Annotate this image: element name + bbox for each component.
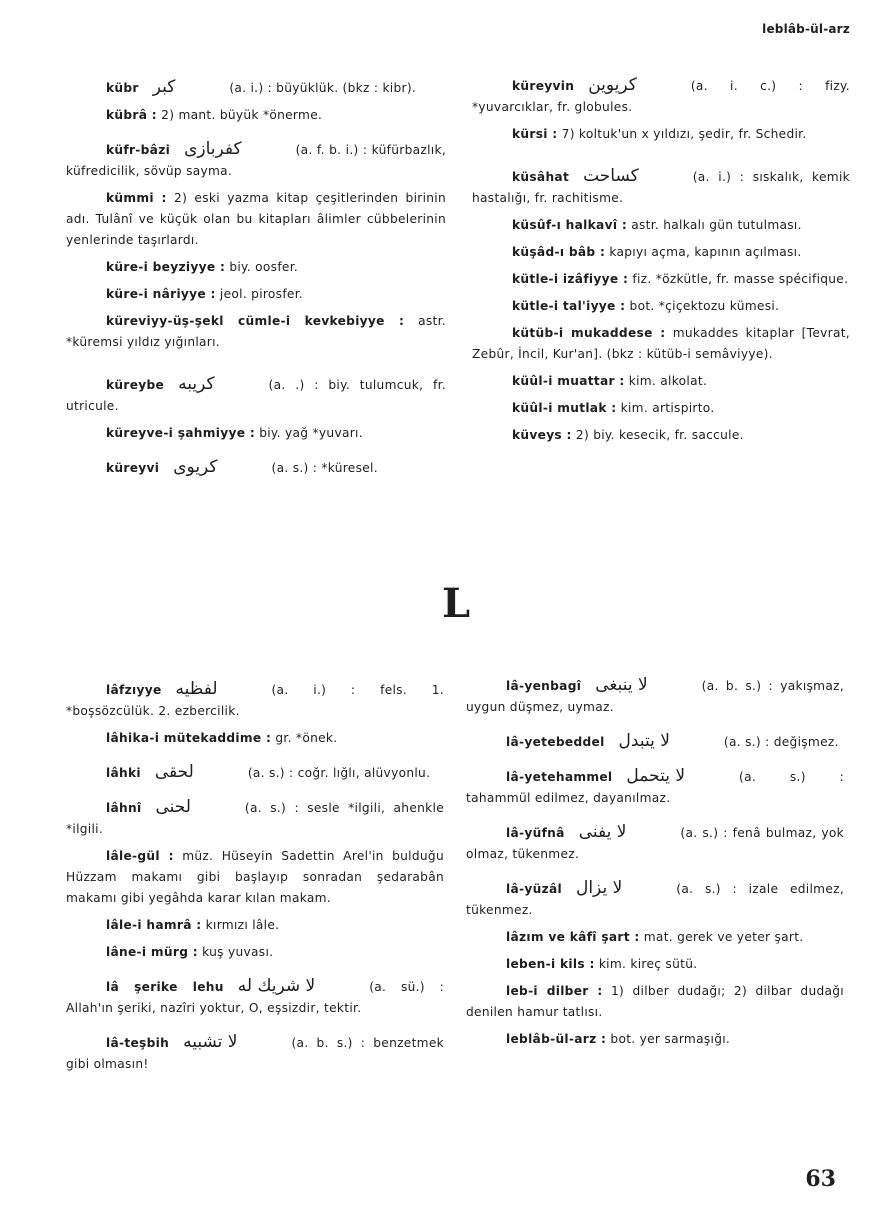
dictionary-entry xyxy=(472,323,850,365)
headword: küveys : xyxy=(512,428,572,442)
definition: mukaddes kitaplar [Tevrat, Zebûr, İncil, Kur'an]. (bkz : kütüb-i semâviyye). xyxy=(472,326,850,361)
arabic-script: كساحت xyxy=(583,166,639,186)
arabic-script: لحنى xyxy=(155,797,191,817)
dictionary-entry xyxy=(472,398,850,419)
headword: lâle-gül : xyxy=(106,849,174,863)
headword: küûl-i mutlak : xyxy=(512,401,617,415)
definition: fiz. *özkütle, fr. masse spécifique. xyxy=(632,272,849,286)
headword: lâ-yetehammel xyxy=(506,770,613,784)
headword: lâhnî xyxy=(106,801,142,815)
headword: küre-i beyziyye : xyxy=(106,260,226,274)
definition: kim. artispirto. xyxy=(620,401,715,415)
dictionary-entry xyxy=(66,977,444,1019)
arabic-script: لا تشبيه xyxy=(183,1032,238,1052)
dictionary-entry xyxy=(66,458,446,479)
arabic-script: لا ينبغى xyxy=(595,675,648,695)
headword: kütle-i izâfiyye : xyxy=(512,272,629,286)
definition: biy. oosfer. xyxy=(229,260,299,274)
arabic-script: لا يزال xyxy=(575,878,623,898)
headword: küreybe xyxy=(106,378,165,392)
dictionary-entry xyxy=(66,423,446,444)
dictionary-entry xyxy=(66,105,446,126)
definition: 2) biy. kesecik, fr. saccule. xyxy=(575,428,744,442)
definition: bot. yer sarmaşığı. xyxy=(610,1032,731,1046)
definition: (a. i. c.) : fizy. *yuvarcıklar, fr. globules. xyxy=(472,79,850,114)
headword: küreyvi xyxy=(106,461,160,475)
definition: jeol. pirosfer. xyxy=(219,287,304,301)
arabic-script: كريبه xyxy=(178,374,215,394)
definition: müz. Hüseyin Sadettin Arel'in bulduğu Hüzzam makamı gibi başlayıp sonradan şedarabân makamı gibi yegâhda karar kılan makam. xyxy=(66,849,444,905)
arabic-script: كبر xyxy=(152,77,176,97)
dictionary-entry xyxy=(66,311,446,353)
dictionary-entry xyxy=(472,242,850,263)
dictionary-entry xyxy=(66,1033,444,1075)
definition: (a. s.) : coğr. lığlı, alüvyonlu. xyxy=(247,766,431,780)
page-number: 63 xyxy=(805,1166,836,1192)
headword: lâ-yetebeddel xyxy=(506,735,605,749)
definition: (a. s.) : değişmez. xyxy=(723,735,839,749)
definition: mat. gerek ve yeter şart. xyxy=(643,930,804,944)
definition: 2) mant. büyük *önerme. xyxy=(161,108,323,122)
definition: kırmızı lâle. xyxy=(205,918,280,932)
definition: (a. s.) : *küresel. xyxy=(271,461,378,475)
headword: küsûf-ı halkavî : xyxy=(512,218,628,232)
definition: astr. halkalı gün tutulması. xyxy=(631,218,802,232)
headword: kümmi : xyxy=(106,191,167,205)
dictionary-entry xyxy=(66,846,444,909)
column-bottom-right xyxy=(466,676,844,1050)
definition: kim. alkolat. xyxy=(628,374,708,388)
dictionary-entry xyxy=(66,728,444,749)
headword: lâhki xyxy=(106,766,141,780)
dictionary-entry xyxy=(66,915,444,936)
arabic-script: لا يتبدل xyxy=(618,731,670,751)
dictionary-entry xyxy=(466,879,844,921)
headword: lâhika-i mütekaddime : xyxy=(106,731,272,745)
dictionary-entry xyxy=(466,1029,844,1050)
definition: astr. *küremsi yıldız yığınları. xyxy=(66,314,446,349)
headword: küre-i nâriyye : xyxy=(106,287,216,301)
arabic-script: كريوى xyxy=(173,457,218,477)
dictionary-entry xyxy=(66,798,444,840)
definition: (a. s.) : fenâ bulmaz, yok olmaz, tükenmez. xyxy=(466,826,844,861)
definition: (a. i.) : fels. 1. *boşsözcülük. 2. ezbercilik. xyxy=(66,683,444,718)
dictionary-entry xyxy=(472,269,850,290)
headword: lâzım ve kâfî şart : xyxy=(506,930,640,944)
dictionary-entry xyxy=(472,215,850,236)
dictionary-entry xyxy=(466,767,844,809)
dictionary-entry xyxy=(66,257,446,278)
dictionary-entry xyxy=(466,823,844,865)
headword: kübr xyxy=(106,81,139,95)
headword: küreviyy-üş-şekl cümle-i kevkebiyye : xyxy=(106,314,405,328)
arabic-script: لفظيه xyxy=(175,679,218,699)
headword: leblâb-ül-arz : xyxy=(506,1032,607,1046)
headword: kürsi : xyxy=(512,127,558,141)
definition: (a. s.) : tahammül edilmez, dayanılmaz. xyxy=(466,770,844,805)
definition: 1) dilber dudağı; 2) dilbar dudağı denilen hamur tatlısı. xyxy=(466,984,844,1019)
headword: kütüb-i mukaddese : xyxy=(512,326,666,340)
definition: (a. f. b. i.) : küfürbazlık, küfredicilik, sövüp sayma. xyxy=(66,143,446,178)
definition: (a. s.) : sesle *ilgili, ahenkle *ilgili. xyxy=(66,801,444,836)
definition: (a. s.) : izale edilmez, tükenmez. xyxy=(466,882,844,917)
headword: leb-i dilber : xyxy=(506,984,603,998)
dictionary-entry xyxy=(66,680,444,722)
definition: kuş yuvası. xyxy=(202,945,274,959)
dictionary-entry xyxy=(472,425,850,446)
dictionary-entry xyxy=(472,296,850,317)
headword: lâ-yüfnâ xyxy=(506,826,565,840)
headword: küûl-i muattar : xyxy=(512,374,625,388)
headword: kübrâ : xyxy=(106,108,157,122)
definition: (a. b. s.) : yakışmaz, uygun düşmez, uymaz. xyxy=(466,679,844,714)
section-letter: L xyxy=(442,580,471,627)
arabic-script: كريوين xyxy=(588,75,637,95)
definition: (a. i.) : sıskalık, kemik hastalığı, fr. rachitisme. xyxy=(472,170,850,205)
headword: küşâd-ı bâb : xyxy=(512,245,606,259)
column-top-left xyxy=(66,78,446,479)
definition: 7) koltuk'un x yıldızı, şedir, fr. Schedir. xyxy=(561,127,807,141)
dictionary-entry xyxy=(466,981,844,1023)
definition: biy. yağ *yuvarı. xyxy=(259,426,363,440)
definition: bot. *çiçektozu kümesi. xyxy=(629,299,780,313)
running-head: leblâb-ül-arz xyxy=(762,22,850,36)
column-bottom-left xyxy=(66,680,444,1075)
dictionary-entry xyxy=(66,763,444,784)
headword: leben-i kils : xyxy=(506,957,595,971)
arabic-script: لا شريك له xyxy=(237,976,316,996)
definition: (a. .) : biy. tulumcuk, fr. utricule. xyxy=(66,378,446,413)
headword: lâ şerike lehu xyxy=(106,980,224,994)
dictionary-entry xyxy=(66,284,446,305)
dictionary-entry xyxy=(466,676,844,718)
definition: kapıyı açma, kapının açılması. xyxy=(609,245,802,259)
definition: gr. *önek. xyxy=(275,731,338,745)
headword: küreyvin xyxy=(512,79,575,93)
headword: kütle-i tal'iyye : xyxy=(512,299,626,313)
dictionary-entry xyxy=(472,76,850,118)
headword: lâ-yenbagî xyxy=(506,679,582,693)
definition: 2) eski yazma kitap çeşitlerinden birinin adı. Tulânî ve küçük olan bu kitapları âlimler cübbelerinin yenlerinde taşırlardı. xyxy=(66,191,446,247)
headword: lâne-i mürg : xyxy=(106,945,198,959)
dictionary-entry xyxy=(472,371,850,392)
dictionary-entry xyxy=(466,732,844,753)
dictionary-entry xyxy=(472,124,850,145)
dictionary-entry xyxy=(466,927,844,948)
definition: kim. kireç sütü. xyxy=(598,957,698,971)
headword: küsâhat xyxy=(512,170,570,184)
dictionary-entry xyxy=(472,167,850,209)
dictionary-entry xyxy=(466,954,844,975)
headword: lâ-teşbih xyxy=(106,1036,170,1050)
dictionary-entry xyxy=(66,188,446,251)
headword: lâle-i hamrâ : xyxy=(106,918,202,932)
dictionary-entry xyxy=(66,375,446,417)
definition: (a. i.) : büyüklük. (bkz : kibr). xyxy=(229,81,417,95)
arabic-script: كفربازى xyxy=(184,139,242,159)
definition: (a. sü.) : Allah'ın şeriki, nazîri yoktur, O, eşsizdir, tektir. xyxy=(66,980,444,1015)
dictionary-entry xyxy=(66,942,444,963)
arabic-script: لا يتحمل xyxy=(626,766,686,786)
dictionary-entry xyxy=(66,140,446,182)
dictionary-entry xyxy=(66,78,446,99)
headword: lâfzıyye xyxy=(106,683,162,697)
arabic-script: لحقى xyxy=(154,762,194,782)
headword: lâ-yüzâl xyxy=(506,882,562,896)
headword: küreyve-i şahmiyye : xyxy=(106,426,255,440)
column-top-right xyxy=(472,76,850,446)
definition: (a. b. s.) : benzetmek gibi olmasın! xyxy=(66,1036,444,1071)
headword: küfr-bâzi xyxy=(106,143,171,157)
arabic-script: لا يفنى xyxy=(578,822,627,842)
